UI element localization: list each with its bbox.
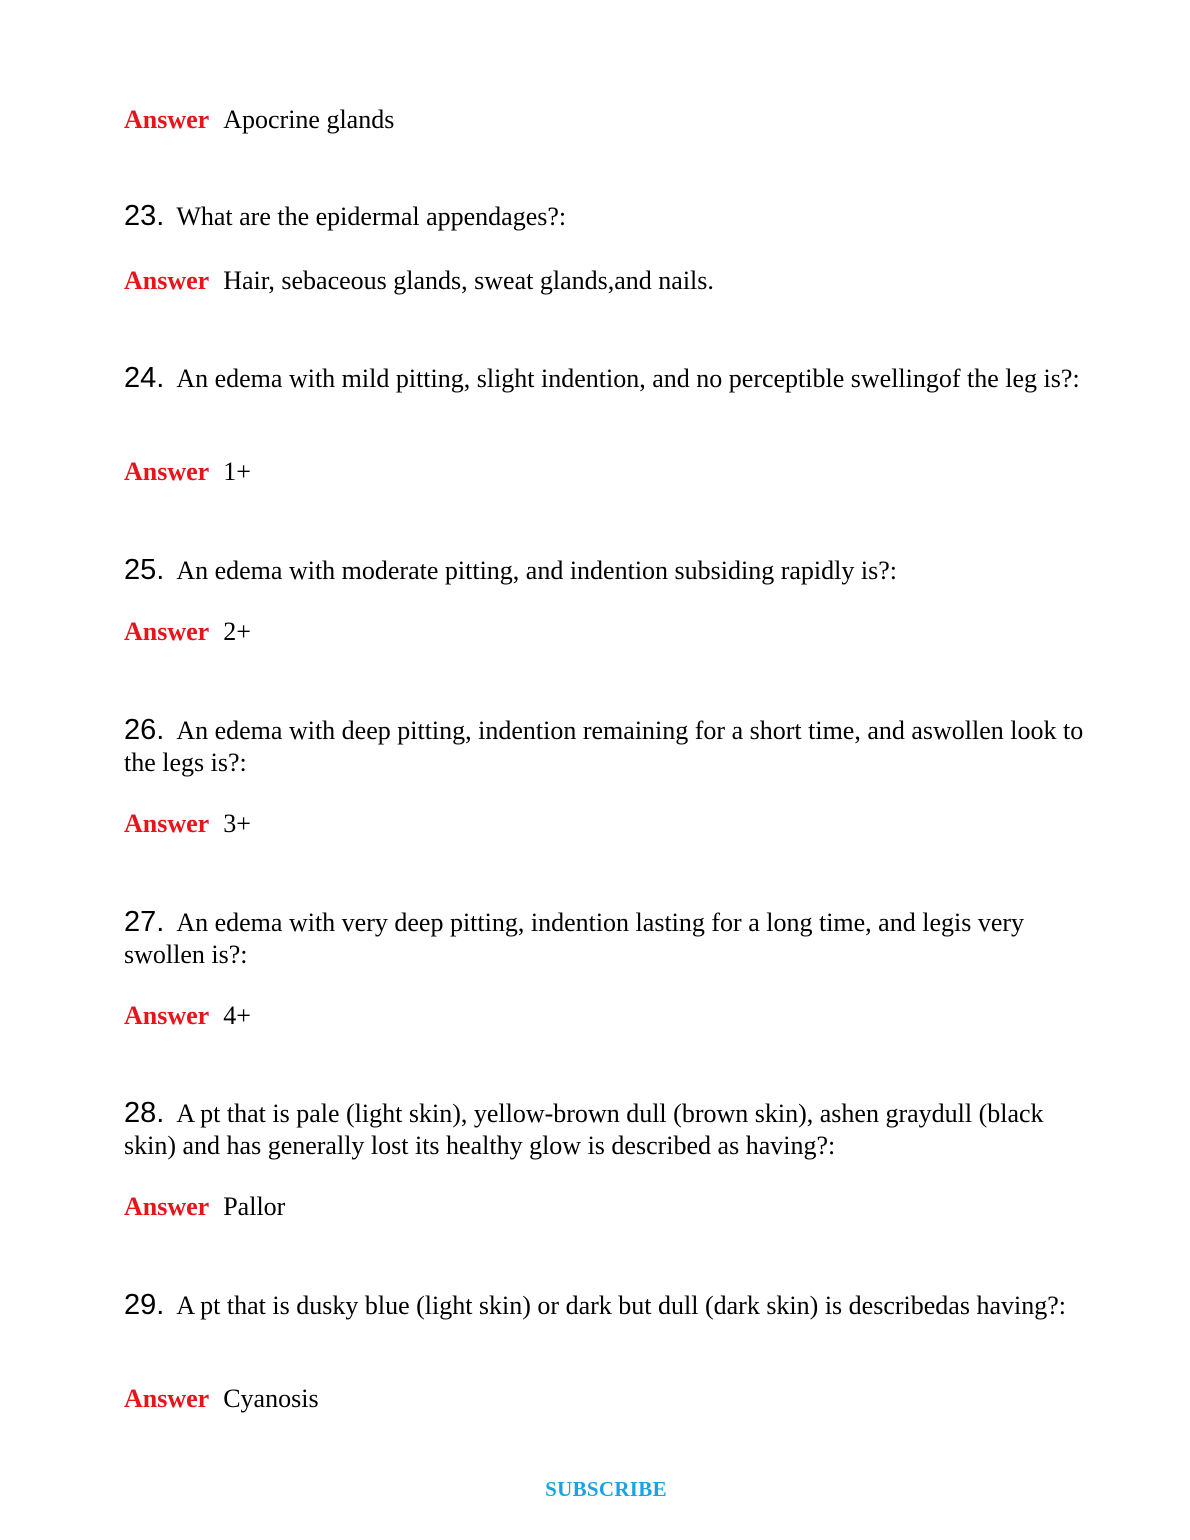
question-text: A pt that is pale (light skin), yellow-brown dull (brown skin), ashen graydull (black skin) and has generally lost its healthy glow is described as having?: xyxy=(124,1099,1044,1160)
question-text: An edema with deep pitting, indention remaining for a short time, and aswollen look to the legs is?: xyxy=(124,716,1084,777)
answer-line xyxy=(124,265,714,297)
question-number: 26. xyxy=(124,714,165,746)
question-number: 25. xyxy=(124,554,165,586)
subscribe-link[interactable]: SUBSCRIBE xyxy=(545,1477,667,1501)
question-item xyxy=(124,1097,1094,1162)
question-item xyxy=(124,362,1094,395)
question-text: What are the epidermal appendages?: xyxy=(176,202,567,231)
answer-line xyxy=(124,1191,285,1223)
answer-text: Pallor xyxy=(223,1192,286,1221)
question-text: A pt that is dusky blue (light skin) or dark but dull (dark skin) is describedas having?: xyxy=(176,1291,1066,1320)
answer-label: Answer xyxy=(124,266,210,295)
answer-label: Answer xyxy=(124,1384,210,1413)
question-number: 23. xyxy=(124,200,165,232)
answer-text: 1+ xyxy=(223,457,251,486)
question-number: 24. xyxy=(124,362,165,394)
answer-label: Answer xyxy=(124,809,210,838)
question-item xyxy=(124,714,1094,779)
question-number: 28. xyxy=(124,1097,165,1129)
answer-text: 2+ xyxy=(223,617,251,646)
answer-label: Answer xyxy=(124,1001,210,1030)
answer-line-top xyxy=(124,104,394,136)
answer-label: Answer xyxy=(124,1192,210,1221)
answer-label: Answer xyxy=(124,457,210,486)
answer-text: 3+ xyxy=(223,809,251,838)
question-number: 27. xyxy=(124,906,165,938)
question-item xyxy=(124,1289,1094,1322)
question-item xyxy=(124,200,1094,233)
answer-text: 4+ xyxy=(223,1001,251,1030)
answer-label: Answer xyxy=(124,105,210,134)
answer-line xyxy=(124,1383,319,1415)
question-text: An edema with mild pitting, slight indention, and no perceptible swellingof the leg is?: xyxy=(176,364,1080,393)
answer-line xyxy=(124,456,251,488)
answer-text: Cyanosis xyxy=(223,1384,319,1413)
question-item xyxy=(124,906,1094,971)
question-text: An edema with moderate pitting, and indention subsiding rapidly is?: xyxy=(176,556,897,585)
question-number: 29. xyxy=(124,1289,165,1321)
answer-text: Hair, sebaceous glands, sweat glands,and nails. xyxy=(223,266,714,295)
question-item xyxy=(124,554,1094,587)
answer-line xyxy=(124,1000,251,1032)
answer-label: Answer xyxy=(124,617,210,646)
answer-line xyxy=(124,808,251,840)
answer-text: Apocrine glands xyxy=(223,105,395,134)
question-text: An edema with very deep pitting, indention lasting for a long time, and legis very swollen is?: xyxy=(124,908,1025,969)
answer-line xyxy=(124,616,251,648)
